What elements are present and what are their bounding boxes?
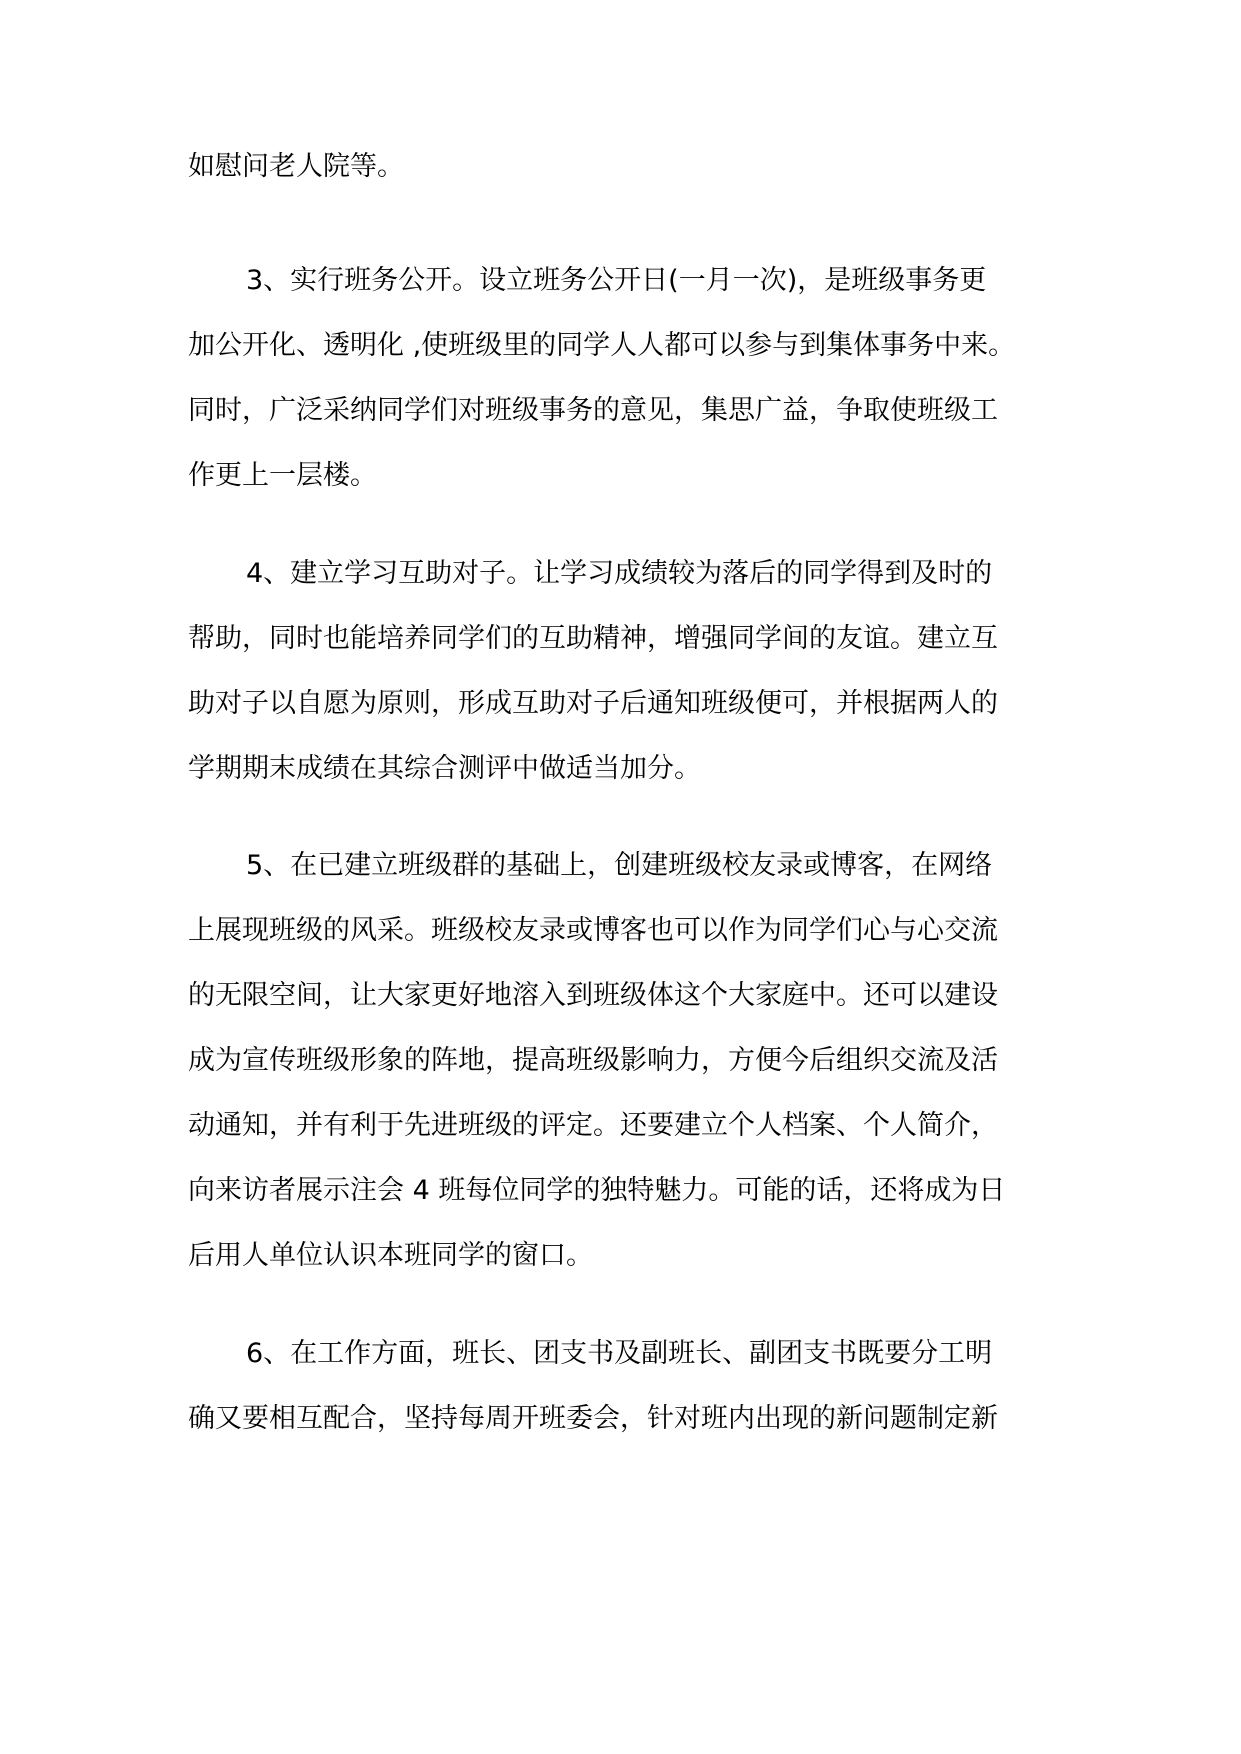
text-line: 学期期末成绩在其综合测评中做适当加分。	[188, 753, 701, 784]
text-line: 帮助，同时也能培养同学们的互助精神，增强同学间的友谊。建立互	[188, 623, 998, 654]
text-line: 5、在已建立班级群的基础上，创建班级校友录或博客，在网络	[246, 850, 993, 881]
text-line: 向来访者展示注会 4 班每位同学的独特魅力。可能的话，还将成为日	[188, 1175, 1006, 1206]
text-line: 成为宣传班级形象的阵地，提高班级影响力，方便今后组织交流及活	[188, 1045, 998, 1076]
text-line: 上展现班级的风采。班级校友录或博客也可以作为同学们心与心交流	[188, 915, 998, 946]
text-line: 如慰问老人院等。	[188, 151, 404, 182]
text-line: 助对子以自愿为原则，形成互助对子后通知班级便可，并根据两人的	[188, 688, 998, 719]
paragraph-item-6	[188, 1321, 1068, 1451]
paragraph-item-4	[188, 541, 1068, 801]
text-line: 后用人单位认识本班同学的窗口。	[188, 1240, 593, 1271]
text-line: 3、实行班务公开。设立班务公开日(一月一次)，是班级事务更	[246, 265, 987, 296]
text-line: 4、建立学习互助对子。让学习成绩较为落后的同学得到及时的	[246, 558, 993, 589]
paragraph-continuation	[188, 134, 1068, 199]
paragraph-item-3	[188, 248, 1068, 508]
text-line: 加公开化、透明化 ,使班级里的同学人人都可以参与到集体事务中来。	[188, 330, 1016, 361]
text-line: 6、在工作方面，班长、团支书及副班长、副团支书既要分工明	[246, 1338, 993, 1369]
text-line: 动通知，并有利于先进班级的评定。还要建立个人档案、个人简介，	[188, 1110, 998, 1141]
text-line: 作更上一层楼。	[188, 460, 377, 491]
text-line: 的无限空间，让大家更好地溶入到班级体这个大家庭中。还可以建设	[188, 980, 998, 1011]
paragraph-item-5	[188, 833, 1068, 1288]
text-line: 同时，广泛采纳同学们对班级事务的意见，集思广益，争取使班级工	[188, 395, 998, 426]
text-line: 确又要相互配合，坚持每周开班委会，针对班内出现的新问题制定新	[188, 1403, 998, 1434]
